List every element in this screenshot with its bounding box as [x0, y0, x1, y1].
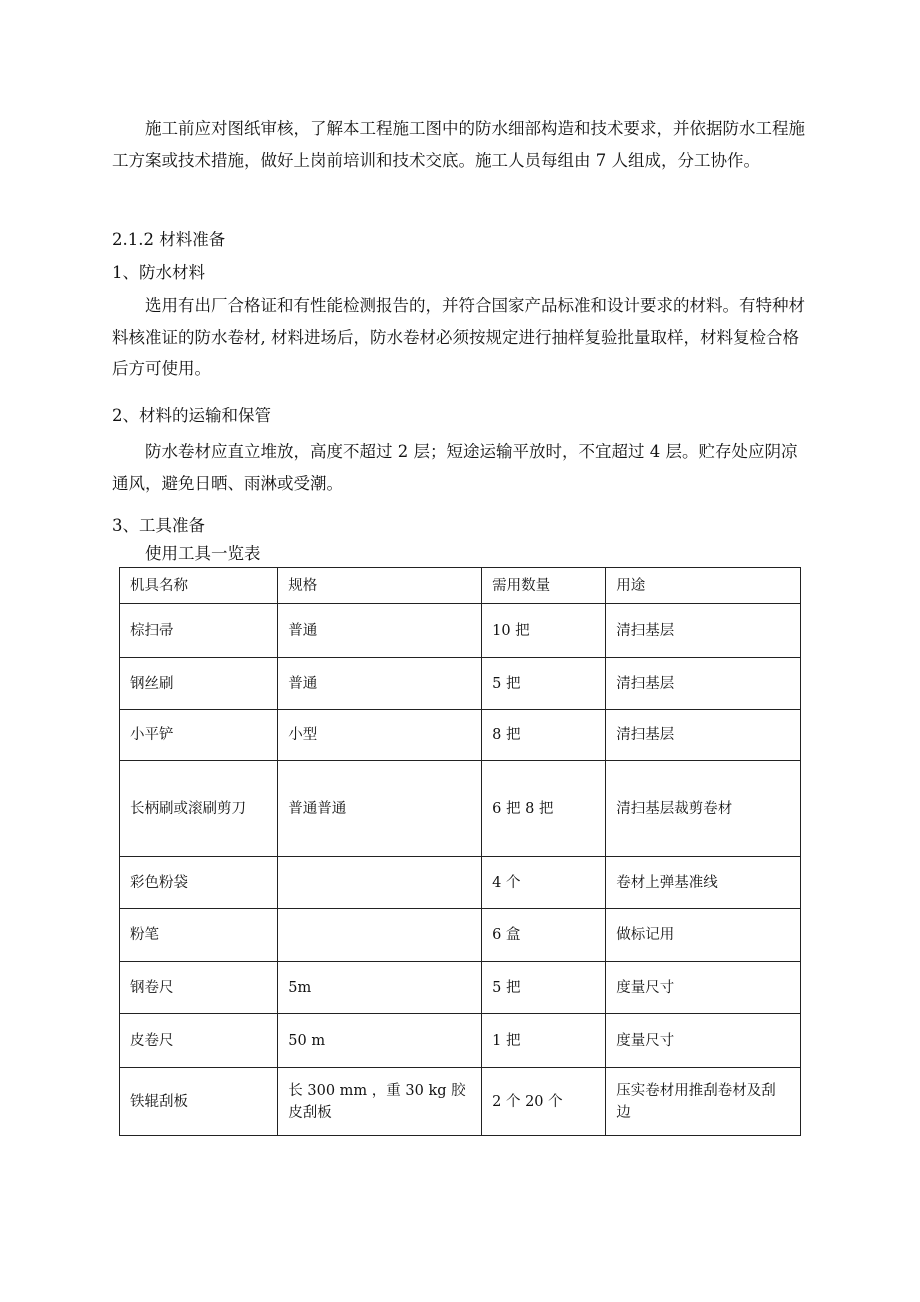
- paragraph-waterproof-materials: 选用有出厂合格证和有性能检测报告的，并符合国家产品标准和设计要求的材料。有特种材料核准证的防水卷材, 材料进场后，防水卷材必须按规定进行抽样复验批量取样，材料复检合格后方可使用。: [112, 296, 805, 378]
- cell-tool-name: 钢丝刷: [120, 658, 278, 710]
- header-purpose: 用途: [606, 568, 801, 604]
- cell-purpose: 清扫基层: [606, 710, 801, 761]
- cell-quantity: 5 把: [482, 962, 606, 1014]
- cell-quantity: 6 盒: [482, 909, 606, 962]
- table-row: [120, 710, 801, 761]
- tools-table: [119, 567, 801, 1136]
- cell-specification: 普通: [278, 604, 482, 658]
- cell-purpose: 做标记用: [606, 909, 801, 962]
- cell-purpose: 卷材上弹基准线: [606, 857, 801, 909]
- cell-quantity: 1 把: [482, 1014, 606, 1068]
- subheading-transport-storage: 2、材料的运输和保管: [112, 406, 271, 425]
- cell-tool-name: 钢卷尺: [120, 962, 278, 1014]
- table-row: [120, 1014, 801, 1068]
- cell-quantity: 4 个: [482, 857, 606, 909]
- cell-quantity: 6 把 8 把: [482, 761, 606, 857]
- table-row: [120, 1068, 801, 1136]
- cell-quantity: 10 把: [482, 604, 606, 658]
- cell-tool-name: 粉笔: [120, 909, 278, 962]
- table-row: [120, 857, 801, 909]
- table-row: [120, 909, 801, 962]
- cell-purpose: 清扫基层: [606, 658, 801, 710]
- cell-tool-name: 小平铲: [120, 710, 278, 761]
- cell-specification: [278, 909, 482, 962]
- cell-purpose: 清扫基层: [606, 604, 801, 658]
- cell-tool-name: 皮卷尺: [120, 1014, 278, 1068]
- subheading-tool-preparation: 3、工具准备: [112, 516, 205, 535]
- header-specification: 规格: [278, 568, 482, 604]
- cell-purpose: 压实卷材用推刮卷材及刮边: [606, 1068, 801, 1136]
- cell-specification: 长 300 mm ，重 30 kg 胶皮刮板: [278, 1068, 482, 1136]
- table-row: [120, 658, 801, 710]
- table-row: [120, 962, 801, 1014]
- cell-specification: 普通: [278, 658, 482, 710]
- subheading-waterproof-materials: 1、防水材料: [112, 263, 205, 282]
- header-quantity: 需用数量: [482, 568, 606, 604]
- cell-specification: 50 m: [278, 1014, 482, 1068]
- cell-tool-name: 棕扫帚: [120, 604, 278, 658]
- cell-specification: [278, 857, 482, 909]
- header-tool-name: 机具名称: [120, 568, 278, 604]
- cell-tool-name: 彩色粉袋: [120, 857, 278, 909]
- cell-specification: 小型: [278, 710, 482, 761]
- cell-tool-name: 长柄刷或滚刷剪刀: [120, 761, 278, 857]
- cell-purpose: 清扫基层裁剪卷材: [606, 761, 801, 857]
- cell-quantity: 2 个 20 个: [482, 1068, 606, 1136]
- cell-specification: 5m: [278, 962, 482, 1014]
- cell-specification: 普通普通: [278, 761, 482, 857]
- section-heading-material-preparation: 2.1.2 材料准备: [112, 230, 226, 249]
- table-header-row: [120, 568, 801, 604]
- cell-purpose: 度量尺寸: [606, 962, 801, 1014]
- cell-quantity: 5 把: [482, 658, 606, 710]
- table-row: [120, 761, 801, 857]
- paragraph-transport-storage: 防水卷材应直立堆放，高度不超过 2 层；短途运输平放时，不宜超过 4 层。贮存处应阴凉通风，避免日晒、雨淋或受潮。: [112, 442, 798, 493]
- cell-quantity: 8 把: [482, 710, 606, 761]
- cell-purpose: 度量尺寸: [606, 1014, 801, 1068]
- paragraph-construction-preparation: 施工前应对图纸审核，了解本工程施工图中的防水细部构造和技术要求，并依据防水工程施工方案或技术措施，做好上岗前培训和技术交底。施工人员每组由 7 人组成，分工协作。: [112, 119, 805, 170]
- table-caption: 使用工具一览表: [145, 544, 261, 563]
- table-row: [120, 604, 801, 658]
- cell-tool-name: 铁辊刮板: [120, 1068, 278, 1136]
